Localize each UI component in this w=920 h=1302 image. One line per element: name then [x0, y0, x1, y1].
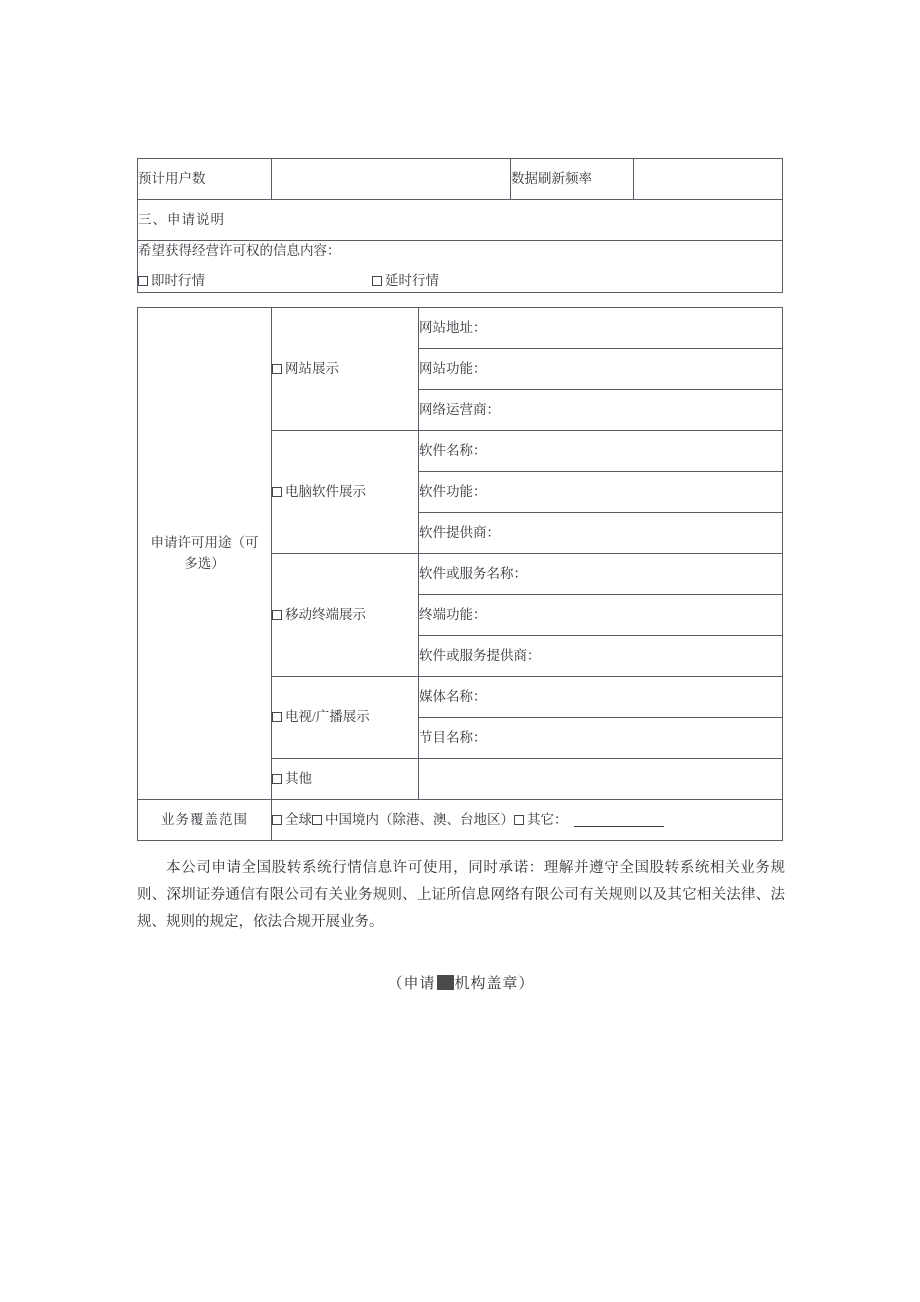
top-info-table: [137, 158, 783, 293]
coverage-label: 业务覆盖范围: [138, 800, 272, 841]
option-delayed-quote[interactable]: [372, 271, 439, 291]
field-software-function[interactable]: 软件功能：: [419, 472, 783, 513]
choice-tv-radio-label: 电视/广播展示: [285, 709, 370, 725]
section-heading: 三、申请说明: [138, 200, 783, 241]
field-media-name[interactable]: 媒体名称：: [419, 677, 783, 718]
field-software-provider[interactable]: 软件提供商：: [419, 513, 783, 554]
choice-pc-software-label: 电脑软件展示: [285, 483, 366, 499]
table-row: [138, 241, 783, 293]
field-service-provider[interactable]: 软件或服务提供商：: [419, 636, 783, 677]
checkbox-icon[interactable]: [272, 815, 282, 825]
checkbox-icon[interactable]: [272, 712, 282, 722]
seal-suffix: 机构盖章）: [454, 976, 535, 992]
checkbox-icon[interactable]: [272, 487, 282, 497]
description-title: 希望获得经营许可权的信息内容：: [138, 243, 341, 258]
table-row: [138, 200, 783, 241]
coverage-option-domestic[interactable]: [312, 812, 514, 827]
field-network-operator[interactable]: 网络运营商：: [419, 390, 783, 431]
field-website-address[interactable]: 网站地址：: [419, 308, 783, 349]
coverage-option-global[interactable]: [272, 812, 312, 827]
option-realtime-quote[interactable]: [138, 271, 205, 291]
checkbox-icon[interactable]: [514, 815, 524, 825]
expected-users-value[interactable]: [272, 159, 511, 200]
field-software-name[interactable]: 软件名称：: [419, 431, 783, 472]
table-row: [138, 159, 783, 200]
usage-row-label: 申请许可用途（可 多选）: [138, 308, 272, 800]
seal-line: [137, 972, 785, 993]
field-terminal-function[interactable]: 终端功能：: [419, 595, 783, 636]
choice-other[interactable]: [272, 759, 419, 800]
option-realtime-quote-label: 即时行情: [151, 273, 205, 289]
refresh-frequency-label: 数据刷新频率: [511, 159, 634, 200]
checkbox-icon[interactable]: [372, 276, 382, 286]
seal-prefix: （申请: [387, 976, 436, 992]
checkbox-icon[interactable]: [272, 610, 282, 620]
checkbox-icon[interactable]: [272, 364, 282, 374]
choice-pc-software[interactable]: [272, 431, 419, 554]
commitment-paragraph: 本公司申请全国股转系统行情信息许可使用，同时承诺：理解并遵守全国股转系统相关业务规则、深圳证券通信有限公司有关业务规则、上证所信息网络有限公司有关规则以及其它相关法律、法规、规则的规定，依法合规开展业务。: [137, 860, 785, 930]
expected-users-label: 预计用户数: [138, 159, 272, 200]
coverage-other-blank[interactable]: [574, 826, 664, 827]
checkbox-icon[interactable]: [272, 774, 282, 784]
option-delayed-quote-label: 延时行情: [385, 273, 439, 289]
usage-table: [137, 307, 783, 841]
choice-mobile-terminal[interactable]: [272, 554, 419, 677]
table-row: [138, 308, 783, 349]
description-cell: [138, 241, 783, 293]
refresh-frequency-value[interactable]: [634, 159, 783, 200]
coverage-options: [272, 800, 783, 841]
checkbox-icon[interactable]: [312, 815, 322, 825]
choice-website[interactable]: [272, 308, 419, 431]
table-row: [138, 800, 783, 841]
description-options: [138, 271, 782, 291]
field-service-name[interactable]: 软件或服务名称：: [419, 554, 783, 595]
field-website-function[interactable]: 网站功能：: [419, 349, 783, 390]
coverage-option-other[interactable]: [514, 812, 568, 827]
coverage-option-global-label: 全球: [285, 811, 312, 827]
coverage-option-domestic-label: 中国境内（除港、澳、台地区）: [325, 811, 514, 827]
field-other-value[interactable]: [419, 759, 783, 800]
choice-tv-radio[interactable]: [272, 677, 419, 759]
redaction-block-icon: [437, 975, 454, 990]
checkbox-icon[interactable]: [138, 276, 148, 286]
choice-mobile-terminal-label: 移动终端展示: [285, 606, 366, 622]
choice-other-label: 其他: [285, 770, 312, 786]
coverage-option-other-label: 其它：: [527, 811, 568, 827]
choice-website-label: 网站展示: [285, 360, 339, 376]
field-program-name[interactable]: 节目名称：: [419, 718, 783, 759]
